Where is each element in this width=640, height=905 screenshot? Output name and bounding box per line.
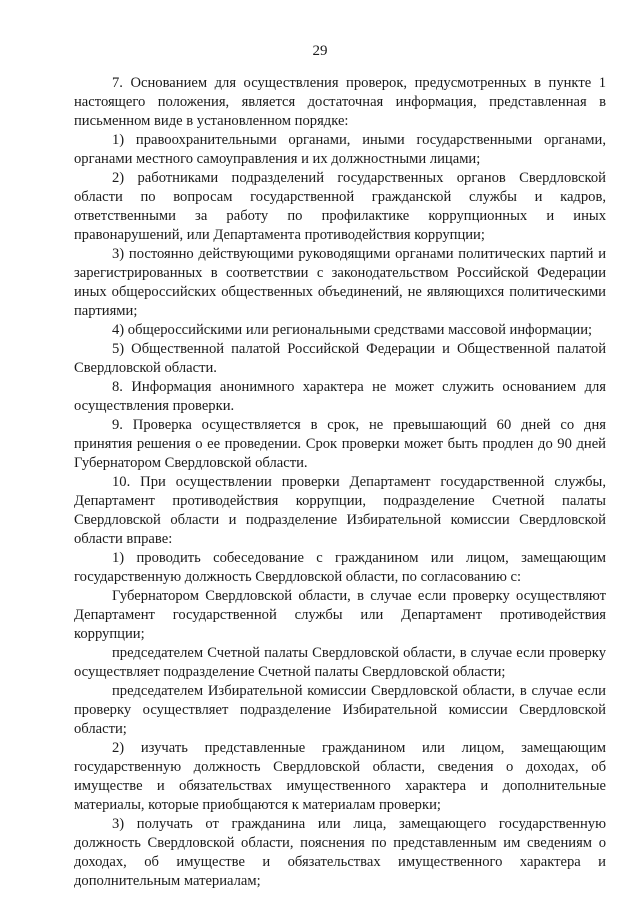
- paragraph-7-item-4: 4) общероссийскими или региональными средствами массовой информации;: [112, 322, 593, 338]
- paragraph-7-item-3: 3) постоянно действующими руководящими органами политических партий и зарегистрированных в соответствии с законодательством Российской Федерации иных общероссийских общественных объединений, не являющихся политическими партиями;: [74, 246, 606, 319]
- paragraph-7-item-1: 1) правоохранительными органами, иными государственными органами, органами местного самоуправления и их должностными лицами;: [74, 132, 606, 167]
- paragraph-10-item-1: 1) проводить собеседование с гражданином или лицом, замещающим государственную должность Свердловской области, по согласованию с:: [74, 550, 606, 585]
- paragraph-10-item-1-accounts-chamber: председателем Счетной палаты Свердловской области, в случае если проверку осуществляет подразделение Счетной палаты Свердловской области;: [74, 645, 606, 680]
- paragraph-10-item-2: 2) изучать представленные гражданином или лицом, замещающим государственную должность Свердловской области, сведения о доходах, об имуществе и обязательствах имущественного характера и дополнительные материалы, которые приобщаются к материалам проверки;: [74, 740, 606, 813]
- paragraph-7: 7. Основанием для осуществления проверок, предусмотренных в пункте 1 настоящего положения, является достаточная информация, представленная в письменном виде в установленном порядке:: [74, 75, 606, 129]
- page-number: 29: [312, 43, 328, 59]
- document-body: [74, 74, 606, 891]
- paragraph-10-item-3: 3) получать от гражданина или лица, замещающего государственную должность Свердловской области, пояснения по представленным им сведениям о доходах, об имуществе и обязательствах имущественного характера и дополнительным материалам;: [74, 816, 606, 889]
- paragraph-10: 10. При осуществлении проверки Департамент государственной службы, Департамент противодействия коррупции, подразделение Счетной палаты Свердловской области и подразделение Избирательной комиссии Свердловской области вправе:: [74, 474, 606, 547]
- paragraph-10-item-1-governor: Губернатором Свердловской области, в случае если проверку осуществляют Департамент государственной службы или Департамент противодействия коррупции;: [74, 588, 606, 642]
- paragraph-8: 8. Информация анонимного характера не может служить основанием для осуществления проверки.: [74, 379, 606, 414]
- paragraph-7-item-5: 5) Общественной палатой Российской Федерации и Общественной палатой Свердловской области.: [74, 341, 606, 376]
- paragraph-9: 9. Проверка осуществляется в срок, не превышающий 60 дней со дня принятия решения о ее проведении. Срок проверки может быть продлен до 90 дней Губернатором Свердловской области.: [74, 417, 606, 471]
- paragraph-10-item-1-election-commission: председателем Избирательной комиссии Свердловской области, в случае если проверку осуществляет подразделение Избирательной комиссии Свердловской области;: [74, 683, 606, 737]
- paragraph-7-item-2: 2) работниками подразделений государственных органов Свердловской области по вопросам государственной гражданской службы и кадров, ответственными за работу по профилактике коррупционных и иных правонарушений, или Департамента противодействия коррупции;: [74, 170, 606, 243]
